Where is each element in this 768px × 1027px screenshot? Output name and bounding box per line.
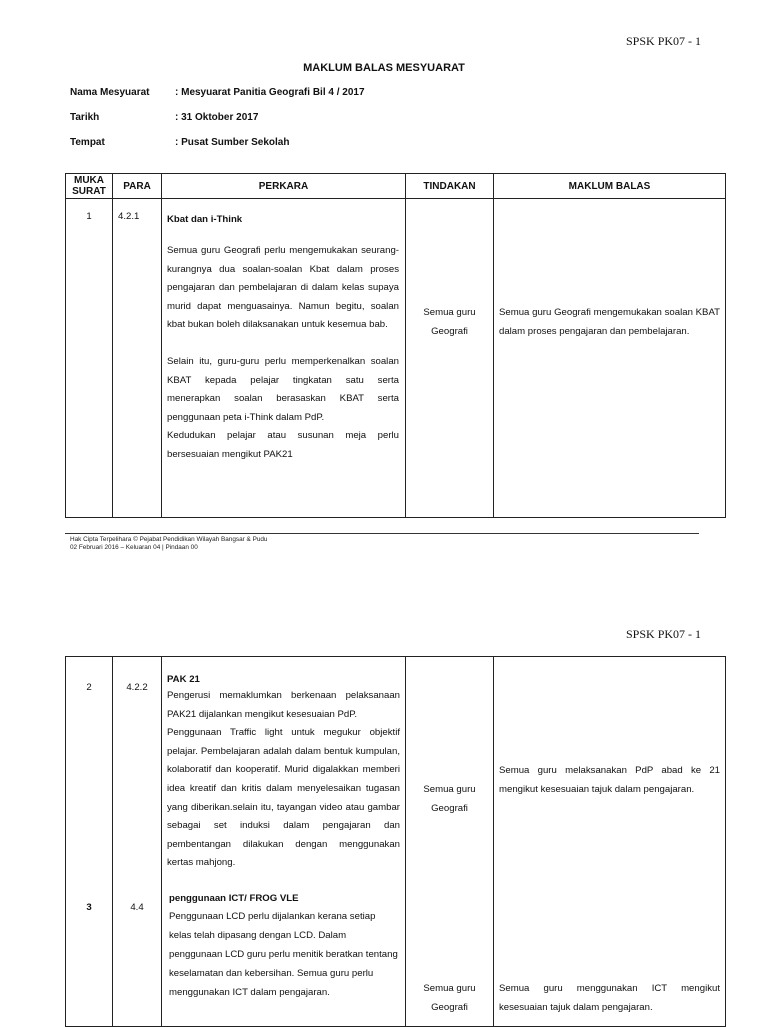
meta-value-tarikh: : 31 Oktober 2017 — [175, 112, 259, 123]
perkara-heading: penggunaan ICT/ FROG VLE — [169, 892, 299, 904]
table-row — [66, 657, 726, 1027]
header-tindakan: TINDAKAN — [406, 174, 494, 199]
meta-value-nama: : Mesyuarat Panitia Geografi Bil 4 / 2017 — [175, 87, 365, 98]
footer-copyright: Hak Cipta Terpelihara © Pejabat Pendidikan Wilayah Bangsar & Pudu — [70, 536, 268, 543]
para-value: 4.2.2 — [126, 682, 148, 693]
page-title: MAKLUM BALAS MESYUARAT — [303, 62, 465, 74]
header-muka-surat-line2: SURAT — [72, 186, 106, 197]
header-muka-surat-line1: MUKA — [74, 175, 104, 186]
perkara-paragraph: Kedudukan pelajar atau susunan meja perlu bersesuaian mengikut PAK21 — [167, 430, 399, 460]
cell-muka-surat — [66, 199, 113, 518]
header-muka-surat — [66, 174, 113, 199]
table-row — [66, 199, 726, 518]
cell-tindakan — [406, 657, 494, 1027]
cell-muka-surat — [66, 657, 113, 1027]
meta-label-tarikh: Tarikh — [70, 112, 100, 123]
tindakan-value: Semua guru Geografi — [423, 983, 476, 1013]
header-maklum-balas: MAKLUM BALAS — [494, 174, 726, 199]
perkara-heading: PAK 21 — [167, 674, 200, 685]
footer-issue: 02 Februari 2016 – Keluaran 04 | Pindaan 00 — [70, 544, 198, 551]
cell-perkara — [162, 199, 406, 518]
perkara-paragraph: Selain itu, guru-guru perlu memperkenalkan soalan KBAT kepada pelajar tingkatan satu serta menerapkan soalan berasaskan KBAT serta penggunaan peta i-Think dalam PdP. — [167, 355, 399, 423]
perkara-heading: Kbat dan i-Think — [167, 214, 243, 225]
document-code: SPSK PK07 - 1 — [626, 34, 702, 48]
document-code: SPSK PK07 - 1 — [626, 627, 702, 641]
perkara-paragraph: Penggunaan Traffic light untuk megukur objektif pelajar. Pembelajaran adalah dalam bentuk kumpulan, kolaboratif dan kooperatif. Murid digalakkan memberi idea kreatif dan kritis dalam menyelesaikan tugasan yang diberikan.selain itu, tayangan video atau gambar sebagai set induksi dalam pengajaran dan pembentangan dilakukan dengan menggunakan kertas mahjong. — [167, 727, 400, 869]
minutes-table-page2 — [65, 656, 726, 1027]
table-header-row — [66, 174, 726, 199]
header-para: PARA — [113, 174, 162, 199]
perkara-paragraph: Penggunaan LCD perlu dijalankan kerana setiap kelas telah dipasang dengan LCD. Dalam penggunaan LCD guru perlu menitik beratkan tentang keselamatan dan kebersihan. Semua guru perlu menggunakan ICT dalam pengajaran. — [169, 910, 398, 998]
cell-maklum-balas — [494, 199, 726, 518]
header-perkara: PERKARA — [162, 174, 406, 199]
meta-value-tempat: : Pusat Sumber Sekolah — [175, 137, 290, 148]
cell-para — [113, 657, 162, 1027]
tindakan-value: Semua guru Geografi — [423, 307, 476, 337]
cell-perkara — [162, 657, 406, 1027]
maklum-balas-value: Semua guru Geografi mengemukakan soalan KBAT dalam proses pengajaran dan pembelajaran. — [499, 307, 720, 337]
maklum-balas-value: Semua guru menggunakan ICT mengikut kesesuaian tajuk dalam pengajaran. — [499, 983, 720, 1013]
perkara-paragraph: Pengerusi memaklumkan berkenaan pelaksanaan PAK21 dijalankan mengikut kesesuaian PdP. — [167, 690, 400, 720]
cell-maklum-balas — [494, 657, 726, 1027]
cell-para — [113, 199, 162, 518]
para-value: 4.2.1 — [118, 211, 140, 222]
footer-divider — [65, 533, 699, 534]
maklum-balas-value: Semua guru melaksanakan PdP abad ke 21 mengikut kesesuaian tajuk dalam pengajaran. — [499, 765, 720, 795]
para-value: 4.4 — [130, 902, 144, 913]
muka-surat-value: 2 — [86, 682, 92, 693]
muka-surat-value: 1 — [86, 211, 92, 222]
meta-label-tempat: Tempat — [70, 137, 105, 148]
tindakan-value: Semua guru Geografi — [423, 784, 476, 814]
muka-surat-value: 3 — [86, 902, 92, 913]
meta-label-nama: Nama Mesyuarat — [70, 87, 150, 98]
perkara-paragraph: Semua guru Geografi perlu mengemukakan seurang-kurangnya dua soalan-soalan Kbat dalam proses pengajaran dan pembelajaran di dalam kelas supaya murid dapat menguasainya. Namun begitu, soalan kbat bukan boleh dilaksanakan untuk kesemua bab. — [167, 245, 399, 331]
minutes-table-page1 — [65, 173, 726, 518]
cell-tindakan — [406, 199, 494, 518]
